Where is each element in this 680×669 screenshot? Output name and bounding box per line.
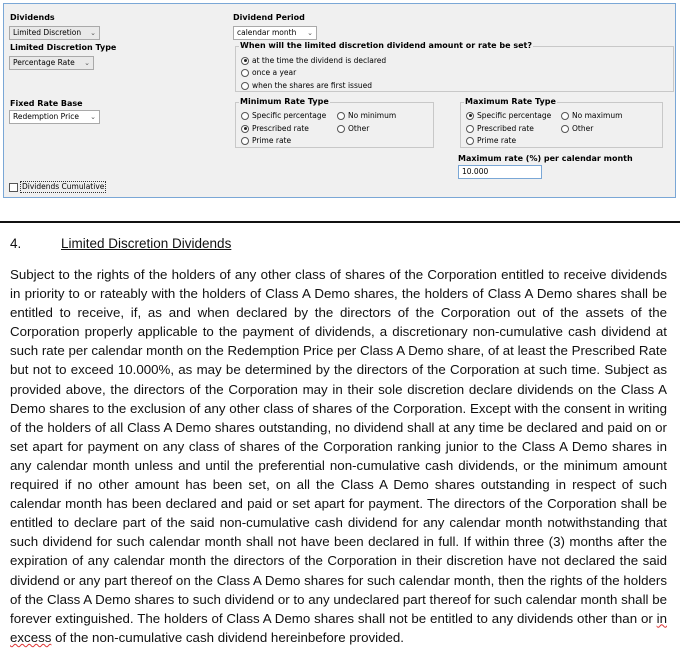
radio-label: Specific percentage (252, 111, 327, 120)
dividends-select[interactable] (9, 26, 100, 40)
min-radio-no-minimum[interactable] (337, 111, 396, 120)
radio-button[interactable] (561, 125, 569, 133)
radio-button[interactable] (466, 137, 474, 145)
chevron-down-icon: ⌄ (84, 59, 90, 67)
dividends-select-value: Limited Discretion (13, 28, 82, 37)
paragraph-end: of the non-cumulative cash dividend hereinbefore provided. (51, 629, 404, 645)
radio-label: when the shares are first issued (252, 81, 372, 90)
radio-button[interactable] (241, 112, 249, 120)
maximum-rate-input[interactable]: 10.000 (458, 165, 542, 179)
fixed-rate-base-value: Redemption Price (13, 112, 79, 121)
radio-button[interactable] (466, 125, 474, 133)
radio-button[interactable] (241, 125, 249, 133)
radio-button[interactable] (241, 82, 249, 90)
radio-label: at the time the dividend is declared (252, 56, 387, 65)
dividend-period-select[interactable] (233, 26, 317, 40)
radio-label: Other (348, 124, 370, 133)
max-radio-specific-percentage[interactable] (466, 111, 551, 120)
radio-at-declaration[interactable] (241, 56, 386, 65)
limited-discretion-type-select[interactable] (9, 56, 94, 70)
min-radio-other[interactable] (337, 124, 369, 133)
radio-button[interactable] (337, 112, 345, 120)
radio-label: Prime rate (477, 136, 517, 145)
radio-label: Specific percentage (477, 111, 552, 120)
maximum-rate-label: Maximum rate (%) per calendar month (458, 154, 633, 163)
dividend-period-label: Dividend Period (233, 13, 305, 22)
section-title: Limited Discretion Dividends (61, 236, 232, 251)
max-radio-prescribed-rate[interactable] (466, 124, 534, 133)
radio-label: Prescribed rate (477, 124, 534, 133)
radio-button[interactable] (241, 69, 249, 77)
dividends-cumulative-label: Dividends Cumulative (22, 182, 105, 191)
spellcheck-flagged-text: in excess (10, 610, 667, 645)
dividends-label: Dividends (10, 13, 55, 22)
fixed-rate-base-label: Fixed Rate Base (10, 99, 83, 108)
section-heading (10, 236, 231, 251)
chevron-down-icon: ⌄ (90, 113, 96, 121)
radio-button[interactable] (337, 125, 345, 133)
radio-button[interactable] (241, 137, 249, 145)
max-radio-prime-rate[interactable] (466, 136, 516, 145)
radio-label: once a year (252, 68, 297, 77)
radio-label: Prime rate (252, 136, 292, 145)
max-radio-no-maximum[interactable] (561, 111, 622, 120)
maximum-rate-type-legend: Maximum Rate Type (465, 97, 556, 106)
limited-discretion-type-label: Limited Discretion Type (10, 43, 117, 52)
paragraph-main: Subject to the rights of the holders of any other class of shares of the Corporation entitled to receive dividends in priority to or rateably with the holders of Class A Demo shares, the holders of Class A Demo shares shall be entitled to receive, if, as and when declared by the directors of the Corporation out of the assets of the Corporation properly applicable to the payment of dividends, a discretionary non-cumulative cash dividend at such rate per calendar month on the Redemption Price per Class A Demo share, of at least the Prescribed Rate but not to exceed 10.000%, as may be determined by the directors of the Corporation at such time. Subject as provided above, the directors of the Corporation may in their sole discretion declare dividends on the Class A Demo shares to the exclusion of any other class of shares of the Corporation. Except with the consent in writing of the holders of all Class A Demo shares outstanding, no dividend shall at any time be declared and paid on or set apart for payment on any class of shares of the Corporation ranking junior to the Class A Demo shares in any calendar month unless and until the preferential non-cumulative cash dividends, or the minimum amount required if no other amount has been set, on all the Class A Demo shares outstanding in respect of such calendar month has been declared and paid or set apart for payment. The directors of the Corporation shall be entitled to declare part of the said non-cumulative cash dividend for any calendar month notwithstanding that such dividend for such calendar month shall not have been declared in full. If within three (3) months after the expiration of any calendar month the directors of the Corporation in their discretion have not declared the said dividend or any part thereof on the Class A Demo shares for such calendar month, then the rights of the holders of the Class A Demo shares to such dividend or to any undeclared part thereof for such calendar month shall be forever extinguished. The holders of Class A Demo shares shall not be entitled to any dividends other than or (10, 267, 667, 626)
fixed-rate-base-select[interactable] (9, 110, 100, 124)
max-radio-other[interactable] (561, 124, 593, 133)
checkbox-box[interactable] (9, 183, 18, 192)
radio-label: No maximum (572, 111, 623, 120)
radio-first-issued[interactable] (241, 81, 372, 90)
radio-label: No minimum (348, 111, 397, 120)
radio-once-a-year[interactable] (241, 68, 296, 77)
dividends-cumulative-checkbox[interactable] (9, 181, 106, 193)
min-radio-specific-percentage[interactable] (241, 111, 326, 120)
limited-discretion-type-value: Percentage Rate (13, 58, 75, 67)
radio-button[interactable] (561, 112, 569, 120)
radio-label: Other (572, 124, 594, 133)
when-set-legend: When will the limited discretion dividend amount or rate be set? (240, 41, 532, 50)
radio-button[interactable] (241, 57, 249, 65)
min-radio-prescribed-rate[interactable] (241, 124, 309, 133)
section-number: 4. (10, 236, 22, 251)
chevron-down-icon: ⌄ (90, 29, 96, 37)
dividends-form-panel (3, 3, 676, 198)
min-radio-prime-rate[interactable] (241, 136, 291, 145)
minimum-rate-type-legend: Minimum Rate Type (240, 97, 329, 106)
radio-button[interactable] (466, 112, 474, 120)
dividend-period-value: calendar month (237, 28, 297, 37)
radio-label: Prescribed rate (252, 124, 309, 133)
chevron-down-icon: ⌄ (307, 29, 313, 37)
section-divider (0, 221, 680, 223)
body-paragraph (10, 265, 667, 647)
